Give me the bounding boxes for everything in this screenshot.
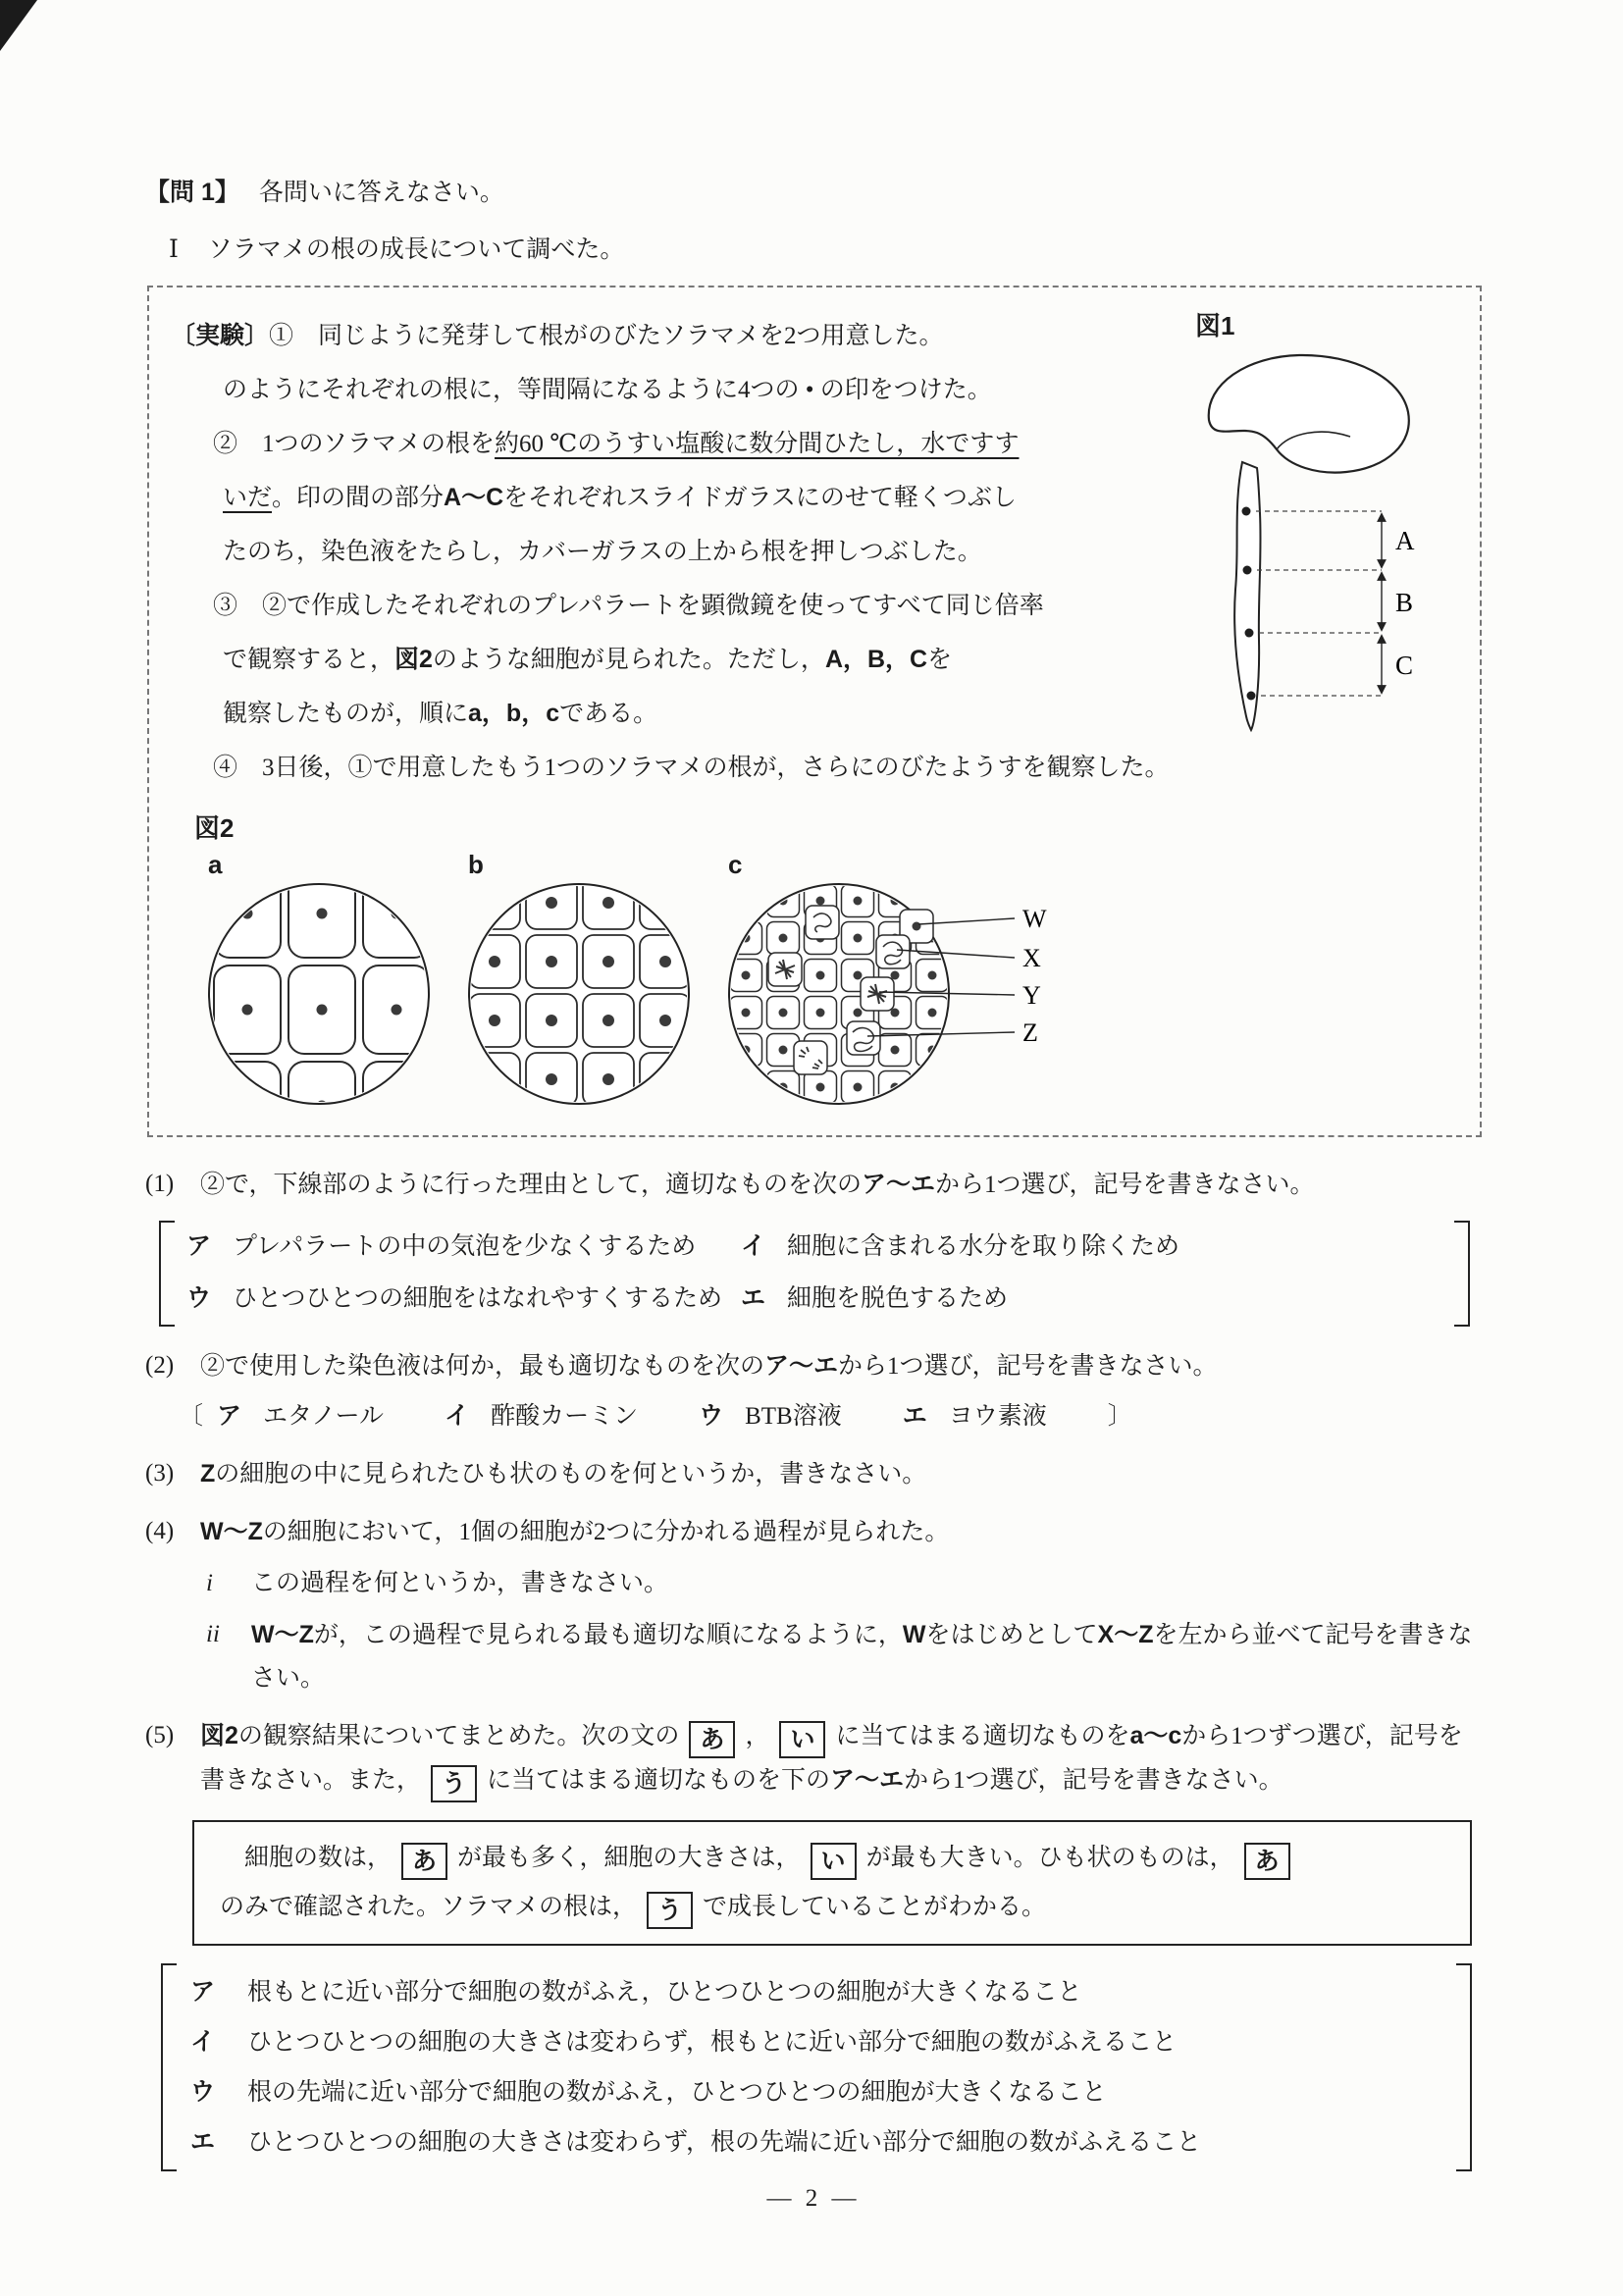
text-segment: で観察すると， <box>223 647 395 673</box>
question-4-number: (4) <box>145 1518 175 1544</box>
text-segment: から1つ選び，記号を書きなさい。 <box>904 1767 1283 1794</box>
q1-option-e <box>741 1277 1439 1321</box>
root-outline <box>1234 462 1260 730</box>
sub-ii-number: ii <box>206 1621 220 1647</box>
q1-option-u-text: ひとつひとつの細胞をはなれやすくするため <box>233 1285 723 1312</box>
question-3 <box>145 1452 1482 1496</box>
cells-b <box>471 886 687 1102</box>
question-3-number: (3) <box>145 1460 175 1487</box>
text-segment: あ <box>401 1843 447 1880</box>
question-1-options <box>159 1217 1470 1331</box>
text-segment: W～Z <box>200 1518 263 1545</box>
summary-box <box>192 1820 1472 1946</box>
question-1 <box>145 1163 1482 1207</box>
figure2-panel-b <box>464 850 695 1110</box>
text-segment: が，この過程で見られる最も適切な順になるように， <box>313 1622 903 1648</box>
text-segment: をそれぞれスライドガラスにのせて軽くつぶし <box>503 485 1017 511</box>
question-4 <box>145 1510 1482 1554</box>
q2-option-i-text: 酢酸カーミン <box>491 1403 639 1430</box>
text-segment: をはじめとして <box>925 1622 1098 1648</box>
q1-option-i <box>741 1225 1439 1269</box>
text-segment: 〔実験〕 <box>171 322 270 349</box>
text-segment: 。印の間の部分 <box>272 485 445 511</box>
q1-option-u-letter: ウ <box>186 1284 212 1312</box>
q5-option-i-text: ひとつひとつの細胞の大きさは変わらず，根もとに近い部分で細胞の数がふえること <box>247 2029 1178 2056</box>
text-segment: のみで確認された。ソラマメの根は， <box>220 1894 638 1920</box>
text-segment: で成長していることがわかる。 <box>703 1894 1047 1920</box>
q5-option-u-text: 根の先端に近い部分で細胞の数がふえ，ひとつひとつの細胞が大きくなること <box>247 2079 1107 2106</box>
text-segment: ④ 3日後，①で用意したもう1つのソラマメの根が，さらにのびたようすを観察した。 <box>213 755 1170 781</box>
question-header-text: 各問いに答えなさい。 <box>258 180 504 206</box>
text-segment: である。 <box>559 701 658 727</box>
figure2-panel-a <box>204 850 435 1110</box>
text-segment: いだ <box>223 485 273 511</box>
q2-option-e-text: ヨウ素液 <box>948 1403 1047 1430</box>
question-5-options <box>161 1959 1472 2175</box>
question-5 <box>145 1714 1482 1802</box>
scan-corner-artifact <box>0 0 37 51</box>
text-segment: う <box>647 1892 693 1929</box>
text-segment: ②で，下線部のように行った理由として，適切なものを次の <box>200 1172 863 1198</box>
panel-a-label: a <box>208 850 223 879</box>
text-segment: 図2 <box>200 1722 238 1749</box>
cell-label-W: W <box>1022 905 1047 933</box>
q2-option-i <box>445 1394 638 1438</box>
q2-option-e-letter: エ <box>902 1402 927 1430</box>
panel-a-svg <box>204 879 435 1110</box>
text-segment: ア～エ <box>764 1352 839 1380</box>
question-5-number: (5) <box>145 1722 175 1748</box>
text-segment: が最も多く，細胞の大きさは， <box>457 1845 801 1871</box>
q5-option-a-letter: ア <box>190 1978 216 2006</box>
figure1 <box>1179 311 1454 739</box>
summary-line-1 <box>220 1834 1444 1883</box>
text-segment: を <box>927 647 953 673</box>
page-number: ― 2 ― <box>766 2185 861 2212</box>
q2-option-a-letter: ア <box>217 1402 242 1430</box>
text-segment: の観察結果についてまとめた。次の文の <box>237 1723 680 1749</box>
text-segment: を左から並べて記号を書きなさい。 <box>251 1622 1473 1692</box>
text-segment: に当てはまる適切なものを <box>835 1723 1130 1749</box>
text-segment: a～c <box>1129 1722 1182 1749</box>
text-segment: X～Z <box>1097 1621 1154 1648</box>
text-segment: たのち，染色液をたらし，カバーガラスの上から根を押しつぶした。 <box>223 539 982 565</box>
q2-option-e <box>903 1394 1047 1438</box>
text-segment: Z <box>200 1460 216 1487</box>
question-2-text <box>200 1344 1482 1388</box>
close-bracket: 〕 <box>1107 1403 1132 1430</box>
text-segment: の細胞の中に見られたひも状のものを何というか，書きなさい。 <box>215 1461 927 1487</box>
q1-option-e-letter: エ <box>741 1284 766 1312</box>
q5-option-a <box>190 1967 1442 2017</box>
text-segment: い <box>811 1843 857 1880</box>
text-segment: の細胞において，1個の細胞が2つに分かれる過程が見られた。 <box>262 1519 950 1545</box>
section-text: ソラマメの根の成長について調べた。 <box>207 236 625 263</box>
text-segment: この過程を何というか，書きなさい。 <box>251 1570 669 1596</box>
open-bracket: 〔 <box>179 1403 204 1430</box>
q2-option-u <box>699 1394 842 1438</box>
q1-option-i-text: 細胞に含まれる水分を取り除くため <box>787 1233 1180 1260</box>
question-5-text <box>200 1714 1482 1802</box>
figure2-caption: 図2 <box>194 813 235 843</box>
interval-label-B: B <box>1395 588 1414 617</box>
question-2-options <box>165 1394 1482 1438</box>
text-segment: 観察したものが，順に <box>223 701 469 727</box>
text-segment: から1つずつ選び，記号を書きなさい。また， <box>200 1723 1463 1794</box>
question-3-text <box>200 1452 1482 1496</box>
question-2-number: (2) <box>145 1352 175 1379</box>
text-segment: あ <box>689 1721 735 1758</box>
q5-option-i-letter: イ <box>190 2028 216 2056</box>
sub-ii-text <box>251 1613 1482 1700</box>
text-segment: 約60 ℃のうすい塩酸に数分間ひたし，水ですす <box>495 431 1020 457</box>
text-segment: W <box>902 1621 926 1648</box>
text-segment: が最も大きい。ひも状のものは， <box>865 1845 1234 1871</box>
figure1-svg <box>1179 346 1454 739</box>
q5-option-a-text: 根もとに近い部分で細胞の数がふえ，ひとつひとつの細胞が大きくなること <box>247 1979 1082 2006</box>
question-4-text <box>200 1510 1482 1554</box>
bean-outline <box>1209 355 1409 473</box>
cell-label-X: X <box>1022 944 1041 972</box>
q2-option-a <box>217 1394 384 1438</box>
text-segment: ア～エ <box>862 1171 936 1198</box>
q1-option-a-text: プレパラートの中の気泡を少なくするため <box>233 1233 697 1260</box>
panel-b-label: b <box>468 850 484 879</box>
section-numeral: Ⅰ <box>169 236 179 263</box>
text-segment: A～C <box>444 484 504 511</box>
q2-option-i-letter: イ <box>445 1402 470 1430</box>
cells-a <box>211 886 427 1102</box>
q5-option-e-text: ひとつひとつの細胞の大きさは変わらず，根の先端に近い部分で細胞の数がふえること <box>247 2129 1202 2156</box>
text-segment: W～Z <box>251 1621 314 1648</box>
text-segment: あ <box>1244 1843 1290 1880</box>
experiment-dashed-box <box>147 286 1482 1137</box>
text-segment: から1つ選び，記号を書きなさい。 <box>838 1353 1218 1380</box>
summary-line-2 <box>220 1883 1444 1932</box>
panel-c-svg <box>724 879 1058 1110</box>
q5-option-u-letter: ウ <box>190 2078 216 2106</box>
cell-label-Z: Z <box>1022 1018 1038 1047</box>
question-header <box>145 175 1482 211</box>
cell-label-Y: Y <box>1022 981 1041 1010</box>
text-segment: ① 同じように発芽して根がのびたソラマメを2つ用意した。 <box>269 323 944 349</box>
experiment-line-9 <box>171 741 1460 795</box>
question-2 <box>145 1344 1482 1388</box>
question-4-sub-ii <box>206 1613 1482 1700</box>
sub-i-text <box>251 1562 1482 1605</box>
q5-option-u <box>190 2067 1442 2117</box>
q2-option-a-text: エタノール <box>263 1403 385 1430</box>
q1-option-u <box>186 1277 741 1321</box>
text-segment: A，B，C <box>824 646 928 673</box>
q5-option-e <box>190 2117 1442 2167</box>
figure2-panels <box>204 850 1460 1110</box>
q2-option-u-text: BTB溶液 <box>745 1403 842 1430</box>
question-number-label: 【問 1】 <box>145 179 239 206</box>
panel-c-label: c <box>728 850 743 879</box>
interval-label-C: C <box>1395 651 1414 680</box>
text-segment: い <box>779 1721 825 1758</box>
text-segment: ， <box>745 1723 770 1749</box>
interval-tick-lines <box>1256 511 1382 696</box>
text-segment: 図2 <box>394 646 433 673</box>
q2-option-u-letter: ウ <box>699 1402 724 1430</box>
q1-option-a-letter: ア <box>186 1232 212 1260</box>
panel-b-svg <box>464 879 695 1110</box>
text-segment: ア～エ <box>830 1766 905 1794</box>
text-segment: に当てはまる適切なものを下の <box>487 1767 831 1794</box>
text-segment: のようにそれぞれの根に，等間隔になるように4つの • の印をつけた。 <box>223 377 992 403</box>
text-segment: のような細胞が見られた。ただし， <box>432 647 825 673</box>
text-segment: ③ ②で作成したそれぞれのプレパラートを顕微鏡を使ってすべて同じ倍率 <box>213 593 1044 619</box>
text-segment: 細胞の数は， <box>220 1845 393 1871</box>
sub-i-number: i <box>206 1570 213 1596</box>
q1-option-i-letter: イ <box>741 1232 766 1260</box>
text-segment: から1つ選び，記号を書きなさい。 <box>935 1172 1315 1198</box>
question-4-sub-i <box>206 1562 1482 1605</box>
section-line <box>169 233 1482 268</box>
text-segment: ② 1つのソラマメの根を <box>213 431 496 457</box>
q1-option-a <box>186 1225 741 1269</box>
figure2-panel-c <box>724 850 1058 1110</box>
q1-option-e-text: 細胞を脱色するため <box>787 1285 1009 1312</box>
question-1-number: (1) <box>145 1171 175 1197</box>
q5-option-e-letter: エ <box>190 2128 216 2156</box>
text-segment: う <box>431 1765 477 1802</box>
q5-option-i <box>190 2017 1442 2067</box>
text-segment: a，b，c <box>468 700 560 727</box>
figure1-caption: 図1 <box>1195 311 1235 340</box>
text-segment: ②で使用した染色液は何か，最も適切なものを次の <box>200 1353 765 1380</box>
interval-label-A: A <box>1395 526 1415 555</box>
question-1-text <box>200 1163 1482 1207</box>
